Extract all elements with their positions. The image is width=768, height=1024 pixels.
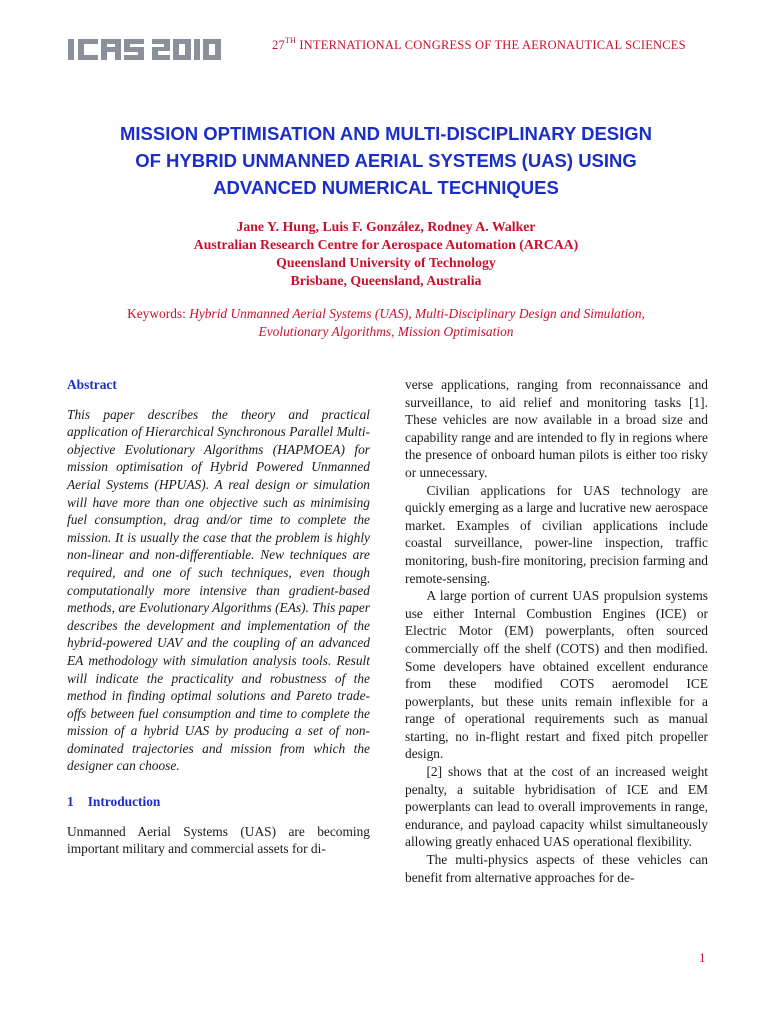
left-column [67, 376, 370, 858]
author-block [84, 218, 688, 290]
section-title: Introduction [87, 794, 161, 810]
keywords-label: Keywords: [127, 306, 186, 321]
keywords-line-2: Evolutionary Algorithms, Mission Optimisation [258, 324, 514, 339]
keywords-line-1: Hybrid Unmanned Aerial Systems (UAS), Multi-Disciplinary Design and Simulation, [189, 306, 645, 321]
icas-2010-logo [68, 36, 224, 62]
conference-name: INTERNATIONAL CONGRESS OF THE AERONAUTICAL SCIENCES [299, 38, 686, 52]
intro-paragraph-4: [2] shows that at the cost of an increased weight penalty, a suitable hybridisation of ICE and EM powerplants can lead to overall improvements in range, endurance, and payload capacity whilst simultaneously allowing greatly enhaced UAS operational flexibility. [405, 764, 708, 850]
author-location: Brisbane, Queensland, Australia [290, 273, 482, 288]
intro-paragraph-5: The multi-physics aspects of these vehicles can benefit from alternative approaches for de- [405, 852, 708, 885]
introduction-heading [67, 793, 370, 811]
conference-title [272, 36, 686, 53]
intro-paragraph-2: Civilian applications for UAS technology are quickly emerging as a large and lucrative new aerospace market. Examples of civilian applications include coastal surveillance, power-line inspection, traffic monitoring, bush-fire monitoring, precision farming and remote-sensing. [405, 482, 708, 586]
author-names: Jane Y. Hung, Luis F. González, Rodney A. Walker [236, 219, 536, 234]
abstract-heading: Abstract [67, 377, 117, 392]
intro-paragraph-3: A large portion of current UAS propulsion systems use either Internal Combustion Engines (ICE) or Electric Motor (EM) powerplants, often sourced commercially off the shelf (COTS) and then modified. Some developers have obtained excellent endurance from these modified COTS aeromodel ICE powerplants, but these units remain inflexible for a range of operational requirements such as manual starting, no in-flight restart and fixed pitch propeller design. [405, 588, 708, 762]
title-line: MISSION OPTIMISATION AND MULTI-DISCIPLINARY DESIGN [119, 123, 653, 144]
abstract-text: This paper describes the theory and practical application of Hierarchical Synchronous Parallel Multi-objective Evolutionary Algorithms (HAPMOEA) for mission optimisation of Hybrid Powered Unmanned Aerial Systems (HPUAS). A real design or simulation will have more than one objective such as minimising fuel consumption, drag and/or time to complete the mission. It is usually the case that the problem is highly non-linear and non-differentiable. New techniques are required, and one of such techniques, even though computationally more intensive than gradient-based methods, are Evolutionary Algorithms (EAs). This paper describes the development and implementation of the hybrid-powered UAV and the coupling of an advanced EA methodology with simulation analysis tools. Result will indicate the practicality and robustness of the method in finding optimal solutions and Pareto trade-offs between fuel consumption and time to complete the mission of a hybrid UAS by producing a set of non-dominated trajectories and mission from which the designer can choose. [67, 406, 370, 774]
conference-ordinal: TH [284, 36, 296, 45]
intro-paragraph-1-start: Unmanned Aerial Systems (UAS) are becoming important military and commercial assets for di- [67, 823, 370, 857]
intro-paragraph-1-end: verse applications, ranging from reconnaissance and surveillance, to aid relief and monitoring tasks [1]. These vehicles are now available in a broad size and capability range and are intended to fly in regions where the presence of onboard human pilots is either too risky or unnecessary. [405, 377, 708, 480]
conference-number: 27 [272, 38, 285, 52]
author-university: Queensland University of Technology [276, 255, 496, 270]
paper-title [40, 120, 732, 201]
title-line: OF HYBRID UNMANNED AERIAL SYSTEMS (UAS) USING [135, 150, 637, 171]
page-number: 1 [699, 950, 706, 965]
keywords-block [70, 305, 702, 341]
page-header [0, 0, 768, 80]
author-affiliation: Australian Research Centre for Aerospace Automation (ARCAA) [193, 237, 579, 252]
section-number: 1 [67, 794, 74, 810]
right-column [405, 376, 708, 886]
title-line: ADVANCED NUMERICAL TECHNIQUES [213, 177, 559, 198]
